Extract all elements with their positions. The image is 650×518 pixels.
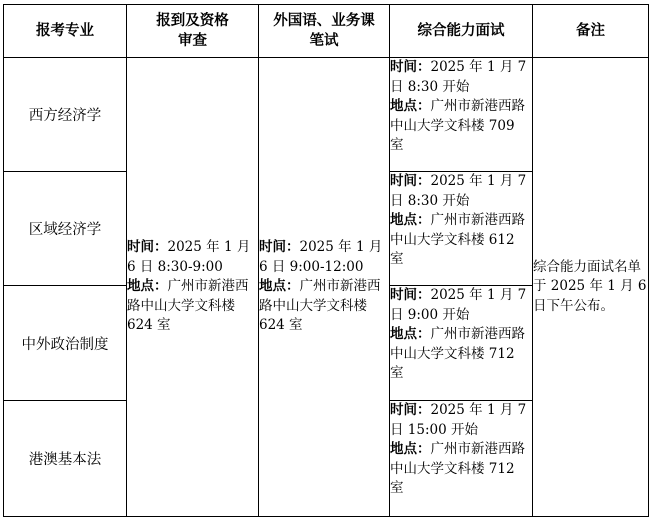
place-label: 地点： [390,98,431,114]
interview-place: 广州市新港西路中山大学文科楼 709 室 [390,98,525,153]
time-label: 时间： [390,173,431,189]
header-row [4,5,649,58]
place-label: 地点： [390,441,431,457]
schedule-table [3,4,649,517]
major-cell: 港澳基本法 [4,401,127,517]
interview-time: 2025 年 1 月 7 日 15:00 开始 [390,402,527,438]
header-written: 外国语、业务课笔试 [259,5,390,58]
remark-cell: 综合能力面试名单于 2025 年 1 月 6 日下午公布。 [533,58,649,517]
written-cell [259,58,390,517]
interview-time: 2025 年 1 月 7 日 8:30 开始 [390,59,527,95]
interview-cell [390,58,533,172]
interview-cell [390,286,533,401]
time-label: 时间： [390,287,431,303]
place-label: 地点： [127,278,168,295]
header-remarks: 备注 [533,5,649,58]
place-label: 地点： [259,278,300,295]
interview-place: 广州市新港西路中山大学文科楼 712 室 [390,441,525,496]
header-major: 报考专业 [4,5,127,58]
table-row [4,58,649,172]
interview-time: 2025 年 1 月 7 日 8:30 开始 [390,173,527,209]
review-cell [127,58,259,517]
time-label: 时间： [127,239,168,256]
header-interview: 综合能力面试 [390,5,533,58]
time-label: 时间： [259,239,300,256]
interview-place: 广州市新港西路中山大学文科楼 612 室 [390,212,525,267]
review-time: 2025 年 1 月 6 日 8:30-9:00 [127,239,251,275]
interview-cell [390,172,533,286]
review-place: 广州市新港西路中山大学文科楼 624 室 [127,278,249,334]
major-cell: 西方经济学 [4,58,127,172]
time-label: 时间： [390,59,431,75]
major-cell: 区域经济学 [4,172,127,286]
interview-cell [390,401,533,517]
interview-place: 广州市新港西路中山大学文科楼 712 室 [390,326,525,381]
place-label: 地点： [390,326,431,342]
place-label: 地点： [390,212,431,228]
written-place: 广州市新港西路中山大学文科楼 624 室 [259,278,381,334]
time-label: 时间： [390,402,431,418]
header-review: 报到及资格审查 [127,5,259,58]
interview-time: 2025 年 1 月 7 日 9:00 开始 [390,287,527,323]
written-time: 2025 年 1 月 6 日 9:00-12:00 [259,239,383,275]
major-cell: 中外政治制度 [4,286,127,401]
